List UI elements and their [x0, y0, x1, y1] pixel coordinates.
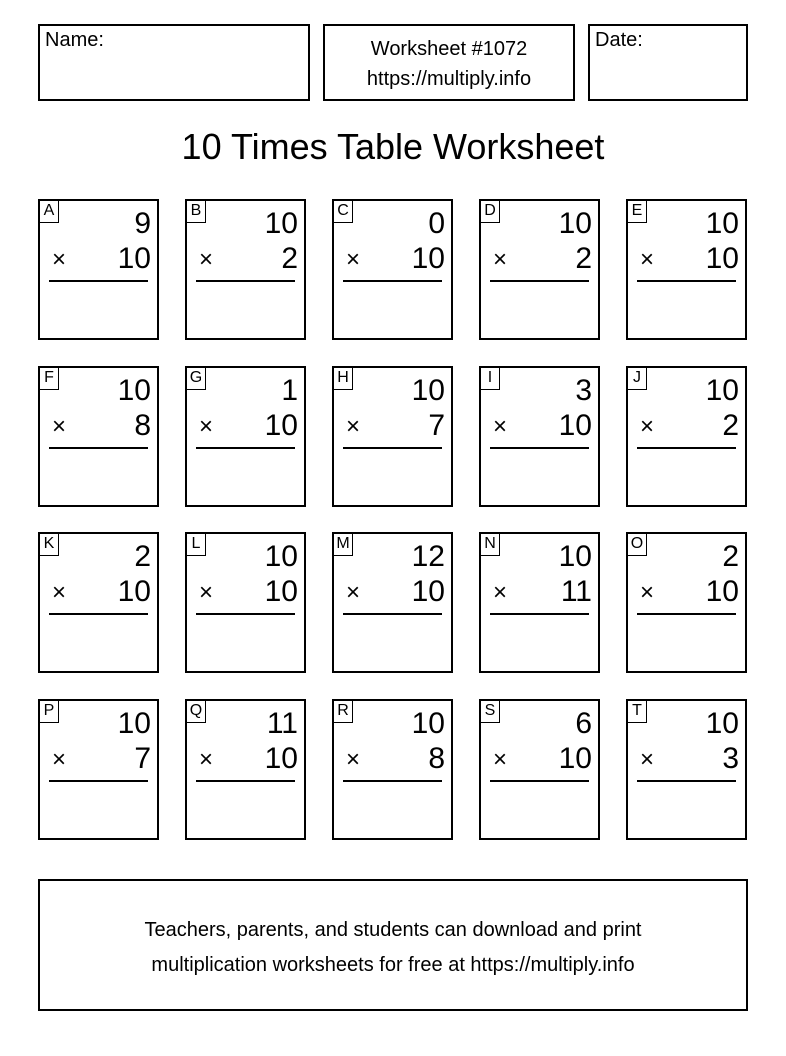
problem-card-n[interactable]: [479, 532, 600, 673]
problem-card-i[interactable]: [479, 366, 600, 507]
answer-line: [196, 280, 295, 282]
problem-top-number: 10: [411, 374, 445, 407]
worksheet-info-box: [323, 24, 575, 101]
page-title: 10 Times Table Worksheet: [181, 126, 605, 167]
problem-card-j[interactable]: [626, 366, 747, 507]
answer-line: [490, 447, 589, 449]
problem-top-number: 10: [705, 207, 739, 240]
multiply-sign-icon: ×: [640, 579, 655, 606]
problem-top-number: 10: [264, 540, 298, 573]
problem-letter: L: [187, 534, 206, 556]
problem-bottom-number: 10: [264, 575, 298, 608]
multiply-sign-icon: ×: [346, 746, 361, 773]
problem-bottom-number: 10: [264, 742, 298, 775]
problem-letter: F: [40, 368, 59, 390]
footer-note: [38, 879, 748, 1011]
multiply-sign-icon: ×: [199, 746, 214, 773]
problem-top-number: 10: [264, 207, 298, 240]
multiply-sign-icon: ×: [640, 413, 655, 440]
problem-top-number: 11: [266, 707, 298, 740]
multiply-sign-icon: ×: [346, 246, 361, 273]
answer-line: [637, 280, 736, 282]
problem-top-number: 10: [558, 207, 592, 240]
problem-bottom-number: 8: [428, 742, 445, 775]
problem-letter: B: [187, 201, 206, 223]
problem-top-number: 2: [134, 540, 151, 573]
problem-bottom-number: 3: [722, 742, 739, 775]
problem-bottom-number: 2: [281, 242, 298, 275]
answer-line: [196, 780, 295, 782]
problem-top-number: 10: [705, 707, 739, 740]
multiply-sign-icon: ×: [52, 246, 67, 273]
multiply-sign-icon: ×: [199, 579, 214, 606]
problem-bottom-number: 2: [722, 409, 739, 442]
multiply-sign-icon: ×: [52, 746, 67, 773]
worksheet-number: Worksheet #1072: [370, 38, 528, 60]
date-label: Date:: [595, 29, 643, 51]
problem-letter: H: [334, 368, 353, 390]
problem-card-s[interactable]: [479, 699, 600, 840]
footer-line-2: multiplication worksheets for free at https://multiply.info: [151, 954, 635, 976]
problem-bottom-number: 10: [705, 242, 739, 275]
multiply-sign-icon: ×: [346, 413, 361, 440]
problem-card-h[interactable]: [332, 366, 453, 507]
problem-top-number: 10: [117, 374, 151, 407]
answer-line: [49, 780, 148, 782]
worksheet-url: https://multiply.info: [366, 68, 532, 90]
multiply-sign-icon: ×: [52, 579, 67, 606]
problem-card-o[interactable]: [626, 532, 747, 673]
problem-card-l[interactable]: [185, 532, 306, 673]
name-field[interactable]: [38, 24, 310, 101]
problem-bottom-number: 10: [117, 575, 151, 608]
answer-line: [196, 447, 295, 449]
answer-line: [343, 613, 442, 615]
problem-card-k[interactable]: [38, 532, 159, 673]
footer-line-1: Teachers, parents, and students can download and print: [144, 919, 642, 941]
problem-letter: S: [481, 701, 500, 723]
problem-letter: T: [628, 701, 647, 723]
problem-bottom-number: 10: [558, 409, 592, 442]
problem-card-m[interactable]: [332, 532, 453, 673]
multiply-sign-icon: ×: [640, 746, 655, 773]
multiply-sign-icon: ×: [346, 579, 361, 606]
problem-top-number: 10: [705, 374, 739, 407]
answer-line: [49, 613, 148, 615]
multiply-sign-icon: ×: [493, 413, 508, 440]
problem-top-number: 2: [722, 540, 739, 573]
problem-bottom-number: 10: [705, 575, 739, 608]
problem-letter: I: [481, 368, 500, 390]
problem-letter: K: [40, 534, 59, 556]
problem-card-a[interactable]: [38, 199, 159, 340]
problem-bottom-number: 7: [428, 409, 445, 442]
answer-line: [49, 447, 148, 449]
problem-bottom-number: 10: [117, 242, 151, 275]
problem-card-c[interactable]: [332, 199, 453, 340]
answer-line: [637, 613, 736, 615]
problem-card-b[interactable]: [185, 199, 306, 340]
answer-line: [490, 780, 589, 782]
multiply-sign-icon: ×: [640, 246, 655, 273]
problem-bottom-number: 10: [264, 409, 298, 442]
problem-letter: Q: [187, 701, 206, 723]
problem-top-number: 1: [281, 374, 298, 407]
problem-top-number: 10: [411, 707, 445, 740]
problem-bottom-number: 11: [560, 575, 592, 608]
multiply-sign-icon: ×: [52, 413, 67, 440]
problem-card-e[interactable]: [626, 199, 747, 340]
multiply-sign-icon: ×: [493, 746, 508, 773]
answer-line: [490, 280, 589, 282]
answer-line: [490, 613, 589, 615]
problem-top-number: 10: [117, 707, 151, 740]
problem-letter: C: [334, 201, 353, 223]
multiply-sign-icon: ×: [493, 579, 508, 606]
problem-letter: G: [187, 368, 206, 390]
date-field[interactable]: [588, 24, 748, 101]
problem-bottom-number: 10: [558, 742, 592, 775]
problem-letter: R: [334, 701, 353, 723]
problem-top-number: 0: [428, 207, 445, 240]
problem-card-t[interactable]: [626, 699, 747, 840]
problem-card-f[interactable]: [38, 366, 159, 507]
problem-card-d[interactable]: [479, 199, 600, 340]
answer-line: [343, 280, 442, 282]
problem-bottom-number: 2: [575, 242, 592, 275]
problem-letter: A: [40, 201, 59, 223]
problem-bottom-number: 10: [411, 242, 445, 275]
answer-line: [343, 780, 442, 782]
multiply-sign-icon: ×: [199, 246, 214, 273]
problem-letter: O: [628, 534, 647, 556]
answer-line: [196, 613, 295, 615]
name-label: Name:: [45, 29, 104, 51]
problem-top-number: 12: [411, 540, 445, 573]
answer-line: [637, 780, 736, 782]
multiply-sign-icon: ×: [199, 413, 214, 440]
multiply-sign-icon: ×: [493, 246, 508, 273]
problem-top-number: 6: [575, 707, 592, 740]
problem-top-number: 10: [558, 540, 592, 573]
problem-letter: J: [628, 368, 647, 390]
problem-letter: M: [334, 534, 353, 556]
problem-card-p[interactable]: [38, 699, 159, 840]
problem-letter: N: [481, 534, 500, 556]
problem-letter: P: [40, 701, 59, 723]
problem-top-number: 9: [134, 207, 151, 240]
problem-top-number: 3: [575, 374, 592, 407]
problem-bottom-number: 10: [411, 575, 445, 608]
problem-letter: E: [628, 201, 647, 223]
problem-bottom-number: 7: [134, 742, 151, 775]
problem-letter: D: [481, 201, 500, 223]
problem-card-r[interactable]: [332, 699, 453, 840]
answer-line: [343, 447, 442, 449]
problem-bottom-number: 8: [134, 409, 151, 442]
answer-line: [637, 447, 736, 449]
problem-card-g[interactable]: [185, 366, 306, 507]
answer-line: [49, 280, 148, 282]
problem-card-q[interactable]: [185, 699, 306, 840]
